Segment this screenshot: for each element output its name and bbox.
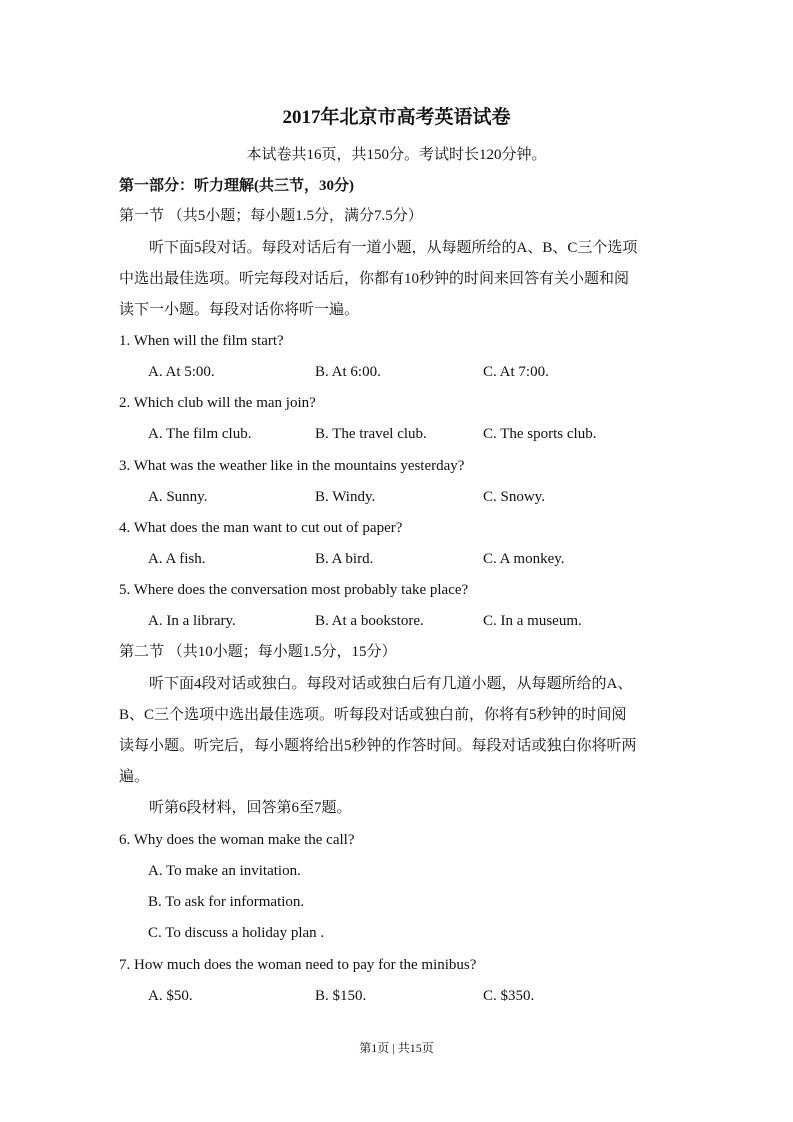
option-b: B. At a bookstore.	[315, 613, 424, 629]
question-1: 1. When will the film start?	[119, 333, 284, 349]
section1-instructions: 读下一小题。每段对话你将听一遍。	[119, 302, 360, 318]
option-b: B. A bird.	[315, 551, 374, 567]
option-a: A. $50.	[148, 988, 193, 1004]
option-c: C. A monkey.	[483, 551, 565, 567]
section2-instructions: B、C三个选项中选出最佳选项。听每段对话或独白前，你将有5秒钟的时间阅	[119, 707, 627, 723]
section2-instructions: 读每小题。听完后，每小题将给出5秒钟的作答时间。每段对话或独白你将听两	[119, 738, 637, 754]
section2-instructions: 听下面4段对话或独白。每段对话或独白后有几道小题，从每题所给的A、	[119, 676, 633, 692]
section2-heading: 第二节 （共10小题；每小题1.5分，15分）	[119, 644, 397, 660]
option-b: B. The travel club.	[315, 426, 427, 442]
section1-instructions: 听下面5段对话。每段对话后有一道小题，从每题所给的A、B、C三个选项	[119, 240, 638, 256]
question-3: 3. What was the weather like in the mountains yesterday?	[119, 458, 465, 474]
exam-subtitle: 本试卷共16页，共150分。考试时长120分钟。	[246, 147, 547, 163]
section2-instructions: 遍。	[119, 769, 150, 785]
question-7: 7. How much does the woman need to pay for the minibus?	[119, 957, 477, 973]
option-a: A. Sunny.	[148, 489, 208, 505]
option-a: A. At 5:00.	[148, 364, 215, 380]
option-b: B. At 6:00.	[315, 364, 381, 380]
part1-heading: 第一部分：听力理解(共三节，30分)	[119, 178, 354, 194]
question-5: 5. Where does the conversation most probably take place?	[119, 582, 469, 598]
option-b: B. $150.	[315, 988, 367, 1004]
option-c: C. In a museum.	[483, 613, 582, 629]
option-b: B. Windy.	[315, 489, 376, 505]
question-6: 6. Why does the woman make the call?	[119, 832, 355, 848]
option-c: C. Snowy.	[483, 489, 545, 505]
exam-title: 2017年北京市高考英语试卷	[282, 107, 511, 128]
option-c: C. The sports club.	[483, 426, 597, 442]
option-a: A. The film club.	[148, 426, 252, 442]
option-c: C. At 7:00.	[483, 364, 549, 380]
material-note: 听第6段材料，回答第6至7题。	[119, 800, 352, 816]
section1-heading: 第一节 （共5小题；每小题1.5分，满分7.5分）	[119, 208, 423, 224]
option-a: A. In a library.	[148, 613, 236, 629]
question-4: 4. What does the man want to cut out of paper?	[119, 520, 403, 536]
option-c: C. To discuss a holiday plan .	[148, 925, 325, 941]
option-b: B. To ask for information.	[148, 894, 305, 910]
option-a: A. To make an invitation.	[148, 863, 301, 879]
option-a: A. A fish.	[148, 551, 206, 567]
option-c: C. $350.	[483, 988, 535, 1004]
page-footer: 第1页 | 共15页	[359, 1041, 434, 1055]
question-2: 2. Which club will the man join?	[119, 395, 316, 411]
section1-instructions: 中选出最佳选项。听完每段对话后，你都有10秒钟的时间来回答有关小题和阅	[119, 271, 630, 287]
